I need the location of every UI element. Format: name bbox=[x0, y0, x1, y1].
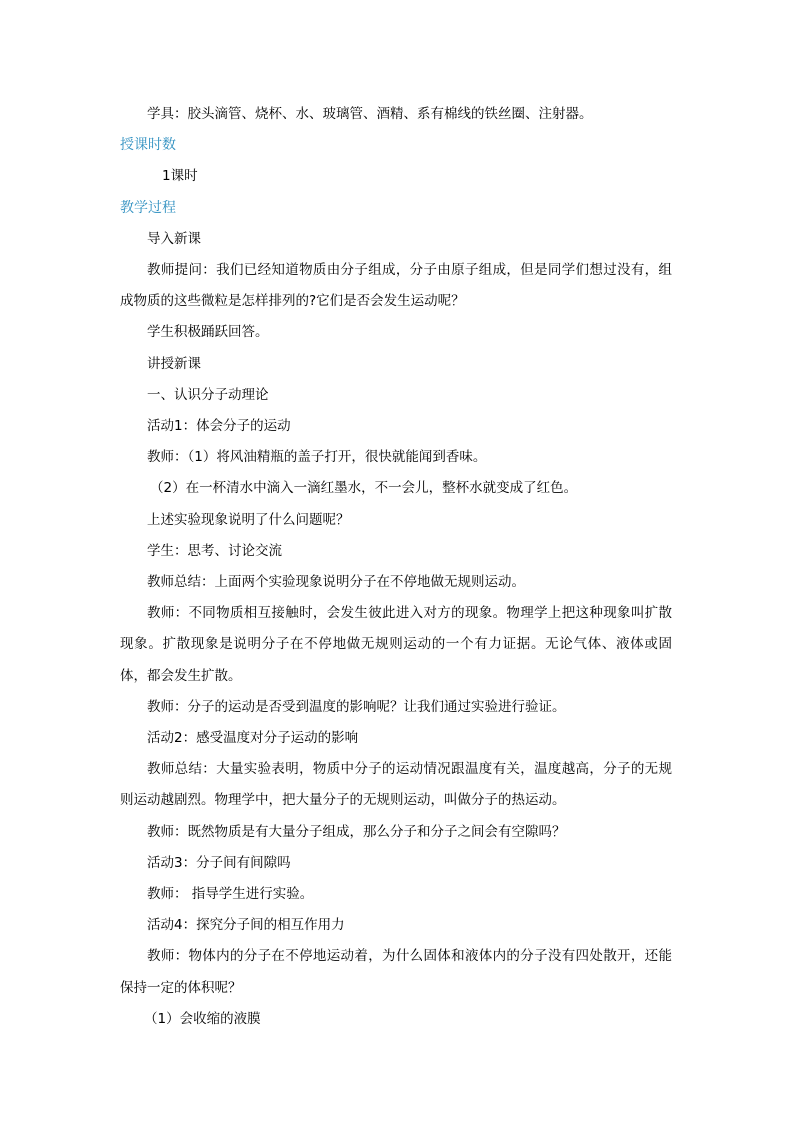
teacher-experiment-2: （2）在一杯清水中滴入一滴红墨水，不一会儿，整杯水就变成了红色。 bbox=[150, 480, 578, 497]
activity-4-title: 活动4：探究分子间的相互作用力 bbox=[147, 917, 345, 934]
teacher-force-question-paragraph: 教师：物体内的分子在不停地运动着，为什么固体和液体内的分子没有四处散开，还能保持一定的体积呢？ bbox=[120, 948, 672, 996]
student-answer-line: 学生积极踊跃回答。 bbox=[147, 324, 269, 341]
teacher-temperature-question: 教师：分子的运动是否受到温度的影响呢？让我们通过实验进行验证。 bbox=[147, 698, 566, 715]
teacher-guide-line: 教师： 指导学生进行实验。 bbox=[147, 886, 314, 903]
phenomenon-question: 上述实验现象说明了什么问题呢？ bbox=[147, 511, 350, 528]
process-heading: 教学过程 bbox=[120, 199, 176, 216]
activity-1-title: 活动1：体会分子的运动 bbox=[147, 418, 291, 435]
hours-value: 1课时 bbox=[162, 168, 198, 185]
teacher-experiment-1: 教师：（1）将风油精瓶的盖子打开，很快就能闻到香味。 bbox=[147, 449, 487, 466]
student-discuss-line: 学生：思考、讨论交流 bbox=[147, 542, 282, 559]
teacher-question-paragraph: 教师提问：我们已经知道物质由分子组成，分子由原子组成，但是同学们想过没有，组成物质的这些微粒是怎样排列的?它们是否会发生运动呢？ bbox=[120, 262, 672, 310]
teacher-gap-question: 教师：既然物质是有大量分子组成，那么分子和分子之间会有空隙吗？ bbox=[147, 823, 566, 840]
liquid-film-item: （1）会收缩的液膜 bbox=[144, 1010, 261, 1027]
part-one-title: 一、认识分子动理论 bbox=[147, 386, 269, 403]
hours-heading: 授课时数 bbox=[120, 137, 176, 154]
activity-2-title: 活动2：感受温度对分子运动的影响 bbox=[147, 730, 359, 747]
activity-3-title: 活动3：分子间有间隙吗 bbox=[147, 854, 291, 871]
teacher-summary-2-paragraph: 教师总结：大量实验表明，物质中分子的运动情况跟温度有关，温度越高，分子的无规则运动越剧烈。物理学中，把大量分子的无规则运动，叫做分子的热运动。 bbox=[120, 761, 672, 809]
teacher-summary-1: 教师总结：上面两个实验现象说明分子在不停地做无规则运动。 bbox=[147, 574, 525, 591]
intro-new-lesson: 导入新课 bbox=[147, 230, 201, 247]
teacher-diffusion-paragraph: 教师：不同物质相互接触时，会发生彼此进入对方的现象。物理学上把这种现象叫扩散现象。扩散现象是说明分子在不停地做无规则运动的一个有力证据。无论气体、液体或固体，都会发生扩散。 bbox=[120, 605, 672, 684]
equipment-line: 学具：胶头滴管、烧杯、水、玻璃管、酒精、系有棉线的铁丝圈、注射器。 bbox=[147, 106, 593, 122]
document-body bbox=[120, 99, 680, 1035]
lecture-new-lesson: 讲授新课 bbox=[147, 355, 201, 372]
